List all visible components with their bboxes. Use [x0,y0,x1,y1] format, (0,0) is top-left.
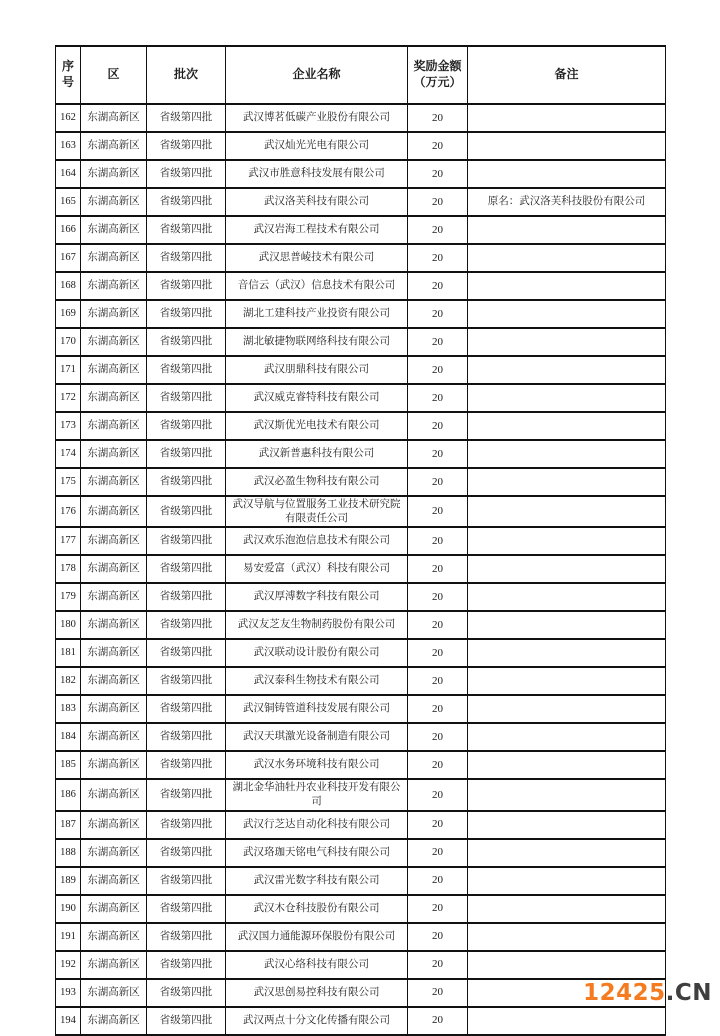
row-remark [468,895,666,923]
row-no: 179 [56,583,81,611]
row-amount: 20 [408,188,468,216]
row-company: 武汉新普惠科技有限公司 [226,440,408,468]
row-batch: 省级第四批 [147,440,226,468]
row-remark [468,104,666,132]
row-no: 171 [56,356,81,384]
row-amount: 20 [408,440,468,468]
row-remark [468,923,666,951]
row-batch: 省级第四批 [147,839,226,867]
row-batch: 省级第四批 [147,811,226,839]
row-company: 武汉雷光数字科技有限公司 [226,867,408,895]
header-batch: 批次 [147,46,226,104]
header-amount [408,46,468,104]
row-remark [468,384,666,412]
row-district: 东湖高新区 [81,384,147,412]
row-batch: 省级第四批 [147,923,226,951]
row-amount: 20 [408,555,468,583]
row-batch: 省级第四批 [147,951,226,979]
row-company: 武汉珞珈天铭电气科技有限公司 [226,839,408,867]
row-no: 182 [56,667,81,695]
row-remark [468,751,666,779]
row-amount: 20 [408,583,468,611]
table-row [56,779,666,810]
row-company: 武汉必盈生物科技有限公司 [226,468,408,496]
row-no: 189 [56,867,81,895]
row-remark [468,412,666,440]
row-no: 172 [56,384,81,412]
row-district: 东湖高新区 [81,272,147,300]
row-amount: 20 [408,300,468,328]
row-batch: 省级第四批 [147,639,226,667]
table-row [56,356,666,384]
row-district: 东湖高新区 [81,811,147,839]
row-batch: 省级第四批 [147,216,226,244]
row-company: 武汉朋鼎科技有限公司 [226,356,408,384]
row-district: 东湖高新区 [81,468,147,496]
row-company: 武汉友芝友生物制药股份有限公司 [226,611,408,639]
row-amount: 20 [408,496,468,527]
row-no: 193 [56,979,81,1007]
watermark-number: 12425 [583,980,666,1006]
row-company: 武汉心络科技有限公司 [226,951,408,979]
row-no: 166 [56,216,81,244]
row-company: 武汉思创易控科技有限公司 [226,979,408,1007]
row-company: 武汉泰科生物技术有限公司 [226,667,408,695]
row-batch: 省级第四批 [147,1007,226,1035]
row-remark [468,555,666,583]
row-no: 188 [56,839,81,867]
row-remark [468,667,666,695]
row-no: 167 [56,244,81,272]
row-company: 武汉国力通能源环保股份有限公司 [226,923,408,951]
table-row [56,583,666,611]
table-row [56,104,666,132]
row-batch: 省级第四批 [147,300,226,328]
table-row [56,300,666,328]
table-row [56,611,666,639]
row-remark [468,132,666,160]
row-batch: 省级第四批 [147,160,226,188]
row-no: 191 [56,923,81,951]
row-batch: 省级第四批 [147,611,226,639]
row-company: 武汉联动设计股份有限公司 [226,639,408,667]
reward-table [55,45,666,1036]
row-company: 武汉市胜意科技发展有限公司 [226,160,408,188]
row-batch: 省级第四批 [147,979,226,1007]
table-row [56,272,666,300]
header-district: 区 [81,46,147,104]
row-batch: 省级第四批 [147,723,226,751]
row-batch: 省级第四批 [147,244,226,272]
header-amount-line2: （万元） [413,75,462,89]
row-amount: 20 [408,216,468,244]
table-row [56,811,666,839]
row-district: 东湖高新区 [81,751,147,779]
row-district: 东湖高新区 [81,496,147,527]
row-company: 武汉木仓科技股份有限公司 [226,895,408,923]
row-amount: 20 [408,611,468,639]
table-row [56,496,666,527]
row-company: 武汉岩海工程技术有限公司 [226,216,408,244]
row-batch: 省级第四批 [147,527,226,555]
row-remark [468,695,666,723]
row-batch: 省级第四批 [147,695,226,723]
row-batch: 省级第四批 [147,272,226,300]
row-district: 东湖高新区 [81,527,147,555]
table-row [56,839,666,867]
row-company: 武汉行芝达自动化科技有限公司 [226,811,408,839]
row-amount: 20 [408,468,468,496]
header-remark: 备注 [468,46,666,104]
table-row [56,384,666,412]
row-amount: 20 [408,923,468,951]
row-batch: 省级第四批 [147,867,226,895]
row-district: 东湖高新区 [81,356,147,384]
table-row [56,216,666,244]
row-company: 武汉天琪激光设备制造有限公司 [226,723,408,751]
row-district: 东湖高新区 [81,583,147,611]
header-no: 序号 [56,46,81,104]
row-remark [468,611,666,639]
row-no: 164 [56,160,81,188]
row-company: 武汉斯优光电技术有限公司 [226,412,408,440]
row-company: 武汉灿光光电有限公司 [226,132,408,160]
row-district: 东湖高新区 [81,440,147,468]
row-no: 183 [56,695,81,723]
row-batch: 省级第四批 [147,188,226,216]
row-amount: 20 [408,272,468,300]
row-district: 东湖高新区 [81,839,147,867]
row-company: 武汉洛芙科技有限公司 [226,188,408,216]
row-batch: 省级第四批 [147,328,226,356]
watermark [583,980,712,1006]
row-batch: 省级第四批 [147,104,226,132]
row-district: 东湖高新区 [81,611,147,639]
row-amount: 20 [408,667,468,695]
table-row [56,923,666,951]
row-no: 168 [56,272,81,300]
row-batch: 省级第四批 [147,132,226,160]
row-amount: 20 [408,751,468,779]
watermark-suffix: .CN [665,980,712,1006]
row-amount: 20 [408,527,468,555]
row-district: 东湖高新区 [81,244,147,272]
row-remark: 原名：武汉洛芙科技股份有限公司 [468,188,666,216]
table-row [56,1007,666,1035]
row-no: 162 [56,104,81,132]
row-amount: 20 [408,951,468,979]
table-row [56,328,666,356]
row-batch: 省级第四批 [147,667,226,695]
row-company: 湖北敏捷物联网络科技有限公司 [226,328,408,356]
row-remark [468,468,666,496]
row-amount: 20 [408,1007,468,1035]
row-district: 东湖高新区 [81,555,147,583]
row-remark [468,244,666,272]
header-amount-line1: 奖励金额 [413,59,462,74]
row-district: 东湖高新区 [81,1007,147,1035]
row-remark [468,160,666,188]
row-remark [468,328,666,356]
row-no: 169 [56,300,81,328]
row-district: 东湖高新区 [81,328,147,356]
row-district: 东湖高新区 [81,667,147,695]
row-no: 180 [56,611,81,639]
row-amount: 20 [408,356,468,384]
table-row [56,667,666,695]
row-remark [468,440,666,468]
row-no: 173 [56,412,81,440]
row-amount: 20 [408,132,468,160]
row-amount: 20 [408,104,468,132]
row-company: 武汉博茗低碳产业股份有限公司 [226,104,408,132]
row-company: 武汉欢乐泡泡信息技术有限公司 [226,527,408,555]
row-company: 武汉铜铸管道科技发展有限公司 [226,695,408,723]
row-district: 东湖高新区 [81,895,147,923]
row-batch: 省级第四批 [147,468,226,496]
row-batch: 省级第四批 [147,555,226,583]
row-no: 194 [56,1007,81,1035]
row-remark [468,639,666,667]
row-amount: 20 [408,811,468,839]
row-amount: 20 [408,160,468,188]
row-district: 东湖高新区 [81,412,147,440]
row-district: 东湖高新区 [81,104,147,132]
row-no: 175 [56,468,81,496]
row-batch: 省级第四批 [147,751,226,779]
row-company: 音信云（武汉）信息技术有限公司 [226,272,408,300]
row-amount: 20 [408,384,468,412]
table-row [56,695,666,723]
row-batch: 省级第四批 [147,779,226,810]
row-batch: 省级第四批 [147,356,226,384]
row-no: 174 [56,440,81,468]
table-row [56,244,666,272]
row-remark [468,300,666,328]
row-remark [468,1007,666,1035]
table-row [56,751,666,779]
row-remark [468,723,666,751]
table-row [56,412,666,440]
row-company: 易安爱富（武汉）科技有限公司 [226,555,408,583]
row-remark [468,356,666,384]
table-row [56,895,666,923]
table-row [56,639,666,667]
reward-table-container [55,45,665,1036]
row-remark [468,216,666,244]
row-no: 181 [56,639,81,667]
row-district: 东湖高新区 [81,160,147,188]
row-district: 东湖高新区 [81,979,147,1007]
row-no: 170 [56,328,81,356]
row-no: 186 [56,779,81,810]
table-row [56,979,666,1007]
row-amount: 20 [408,244,468,272]
row-no: 177 [56,527,81,555]
row-batch: 省级第四批 [147,384,226,412]
row-amount: 20 [408,695,468,723]
row-company: 武汉水务环境科技有限公司 [226,751,408,779]
row-no: 163 [56,132,81,160]
row-company: 湖北工建科技产业投资有限公司 [226,300,408,328]
row-amount: 20 [408,867,468,895]
table-row [56,160,666,188]
table-row [56,440,666,468]
row-district: 东湖高新区 [81,216,147,244]
row-batch: 省级第四批 [147,496,226,527]
row-amount: 20 [408,779,468,810]
table-body [56,104,666,1035]
row-amount: 20 [408,839,468,867]
row-company: 武汉导航与位置服务工业技术研究院有限责任公司 [226,496,408,527]
row-district: 东湖高新区 [81,132,147,160]
row-company: 湖北金华油牡丹农业科技开发有限公司 [226,779,408,810]
row-district: 东湖高新区 [81,867,147,895]
table-row [56,951,666,979]
row-district: 东湖高新区 [81,779,147,810]
row-no: 187 [56,811,81,839]
row-no: 190 [56,895,81,923]
table-row [56,132,666,160]
row-batch: 省级第四批 [147,895,226,923]
row-district: 东湖高新区 [81,923,147,951]
table-row [56,555,666,583]
row-no: 185 [56,751,81,779]
row-company: 武汉厚溥数字科技有限公司 [226,583,408,611]
row-district: 东湖高新区 [81,723,147,751]
row-district: 东湖高新区 [81,951,147,979]
row-district: 东湖高新区 [81,695,147,723]
row-amount: 20 [408,639,468,667]
table-row [56,468,666,496]
row-district: 东湖高新区 [81,639,147,667]
table-row [56,188,666,216]
table-header [56,46,666,104]
row-remark [468,951,666,979]
row-remark [468,583,666,611]
row-no: 176 [56,496,81,527]
row-no: 165 [56,188,81,216]
row-no: 178 [56,555,81,583]
table-row [56,527,666,555]
row-remark [468,496,666,527]
row-district: 东湖高新区 [81,300,147,328]
row-no: 192 [56,951,81,979]
table-row [56,723,666,751]
table-row [56,867,666,895]
row-batch: 省级第四批 [147,583,226,611]
header-company: 企业名称 [226,46,408,104]
row-company: 武汉思普崚技术有限公司 [226,244,408,272]
row-remark [468,272,666,300]
row-amount: 20 [408,979,468,1007]
row-remark [468,839,666,867]
row-district: 东湖高新区 [81,188,147,216]
row-amount: 20 [408,328,468,356]
row-remark [468,527,666,555]
row-no: 184 [56,723,81,751]
row-remark [468,811,666,839]
row-company: 武汉两点十分文化传播有限公司 [226,1007,408,1035]
row-batch: 省级第四批 [147,412,226,440]
row-remark [468,779,666,810]
row-amount: 20 [408,895,468,923]
row-amount: 20 [408,723,468,751]
row-remark [468,867,666,895]
header-row [56,46,666,104]
row-company: 武汉威克睿特科技有限公司 [226,384,408,412]
row-amount: 20 [408,412,468,440]
